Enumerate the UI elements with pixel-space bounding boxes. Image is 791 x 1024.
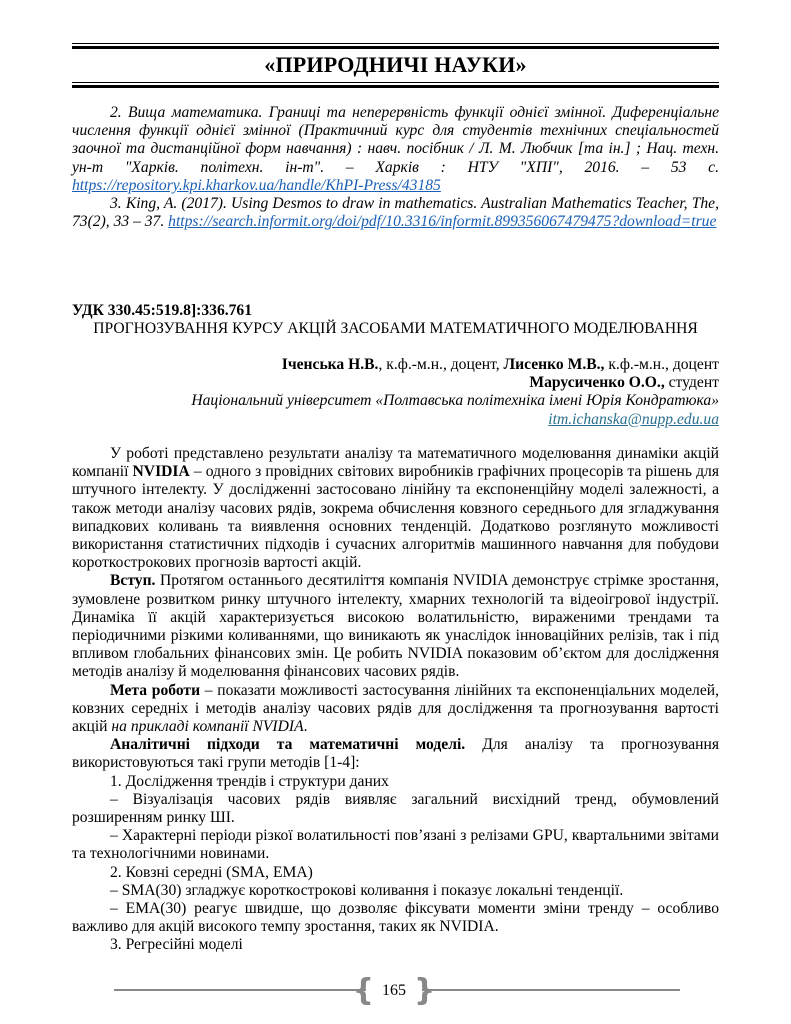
goal-italic: на прикладі компанії NVIDIA: [111, 718, 304, 736]
article-header: [72, 302, 719, 338]
article-body: [72, 445, 719, 955]
article-title: ПРОГНОЗУВАННЯ КУРСУ АКЦІЙ ЗАСОБАМИ МАТЕМАТИЧНОГО МОДЕЛЮВАННЯ: [93, 320, 698, 338]
reference-text: 2. Вища математика. Границі та неперервність функції однієї змінної. Диференціальне числення функції однієї змінної (Практичний курс для студентів технічних спеціальностей заочної та дистанційної форм навчання) : навч. посібник / Л. М. Любчик [та ін.] ; Нац. техн. ун-т "Харків. політехн. ін-т". – Харків : НТУ "ХПІ", 2016. – 53 с.: [72, 104, 719, 176]
header-rule-top-thin: [72, 43, 719, 44]
approaches-label: Аналітичні підходи та математичні моделі.: [110, 736, 466, 754]
list-item: – Характерні періоди різкої волатильності пов’язані з релізами GPU, квартальними звітами та технологічними новинами.: [72, 827, 719, 863]
section-title: «ПРИРОДНИЧІ НАУКИ»: [264, 52, 527, 77]
intro-paragraph: [72, 572, 719, 681]
author-name: Марусиченко О.О.,: [529, 374, 665, 392]
authors-line-2: [72, 374, 719, 392]
reference-link[interactable]: https://search.informit.org/doi/pdf/10.3316/informit.899356067479475?download=true: [168, 213, 717, 231]
page-number: 165: [382, 982, 406, 999]
author-name: Лисенко М.В.,: [503, 356, 605, 373]
intro-label: Вступ.: [110, 572, 156, 590]
right-brace-icon: }: [414, 973, 436, 1008]
page-number-box: [352, 973, 436, 1008]
goal-end: .: [303, 718, 308, 736]
reference-text: 3. King, A. (2017). Using Desmos to draw in mathematics. Australian Mathematics Teacher, The, 73(2), 33 – 37.: [72, 195, 719, 231]
abstract-company: NVIDIA: [132, 463, 190, 481]
authors-line-1: [72, 356, 719, 374]
reference-item: [72, 195, 719, 231]
header-rule-bottom-thick: [72, 85, 719, 88]
references-list: [72, 104, 719, 231]
list-item: – EMA(30) реагує швидше, що дозволяє фіксувати моменти зміни тренду – особливо важливо для акцій високого темпу зростання, таких як NVIDIA.: [72, 900, 719, 936]
list-item: 3. Регресійні моделі: [110, 936, 243, 954]
intro-text: Протягом останнього десятиліття компанія NVIDIA демонструє стрімке зростання, зумовлене розвитком ринку штучного інтелекту, хмарних технологій та відеоігрової індустрії. Динаміка її акцій характеризується високою волатильністю, вираженими трендами та періодичними різкими коливаннями, що виникають як унаслідок інноваційних релізів, так і під впливом глобальних фінансових змін. Це робить NVIDIA показовим об’єктом для дослідження методів аналізу й моделювання фінансових часових рядів.: [72, 572, 719, 681]
reference-item: [72, 104, 719, 195]
goal-paragraph: [72, 682, 719, 737]
reference-link[interactable]: https://repository.kpi.kharkov.ua/handle/KhPI-Press/43185: [72, 176, 441, 194]
author-email-link[interactable]: itm.ichanska@nupp.edu.ua: [548, 410, 719, 428]
footer-rule-left: [114, 989, 366, 991]
author-info: , к.ф.-м.н., доцент,: [378, 356, 504, 373]
list-item: 2. Ковзні середні (SMA, EMA): [110, 863, 313, 881]
footer-rule-right: [422, 989, 680, 991]
author-block: [72, 356, 719, 429]
udk-code: УДК 330.45:519.8]:336.761: [72, 302, 253, 319]
goal-text: – показати можливості застосування лінійних та експоненціальних моделей, ковзних середніх і методів аналізу часових рядів для дослідження та прогнозування вартості акцій: [72, 681, 719, 736]
header-rule-top-thick: [72, 46, 719, 49]
author-info: студент: [664, 374, 719, 392]
affiliation: Національний університет «Полтавська політехніка імені Юрія Кондратюка»: [191, 392, 719, 410]
author-name: Іченська Н.В.: [281, 356, 379, 373]
author-info: к.ф.-м.н., доцент: [604, 356, 719, 373]
abstract-text: – одного з провідних світових виробників графічних процесорів та рішень для штучного інтелекту. У дослідженні застосовано лінійну та експоненційну моделі залежності, а також методи аналізу часових рядів, зокрема обчислення ковзного середнього для згладжування випадкових коливань та виявлення основних тенденцій. Додатково розглянуто можливості використання статистичних підходів і сучасних алгоритмів машинного навчання для побудови короткострокових прогнозів вартості акцій.: [72, 463, 719, 572]
left-brace-icon: {: [352, 973, 374, 1008]
list-item: – SMA(30) згладжує короткострокові коливання і показує локальні тенденції.: [110, 881, 624, 899]
goal-label: Мета роботи: [110, 681, 201, 699]
abstract-text: У роботі представлено результати аналізу та математичного моделювання динаміки акцій компанії: [72, 445, 719, 481]
list-item: 1. Дослідження трендів і структури даних: [110, 772, 389, 790]
header-rule-bottom-thin: [72, 82, 719, 83]
abstract-paragraph: [72, 445, 719, 572]
approaches-paragraph: [72, 736, 719, 772]
approaches-text: Для аналізу та прогнозування використовуються такі групи методів [1-4]:: [72, 736, 719, 772]
list-item: – Візуалізація часових рядів виявляє загальний висхідний тренд, обумовлений розширенням ринку ШІ.: [72, 790, 719, 827]
